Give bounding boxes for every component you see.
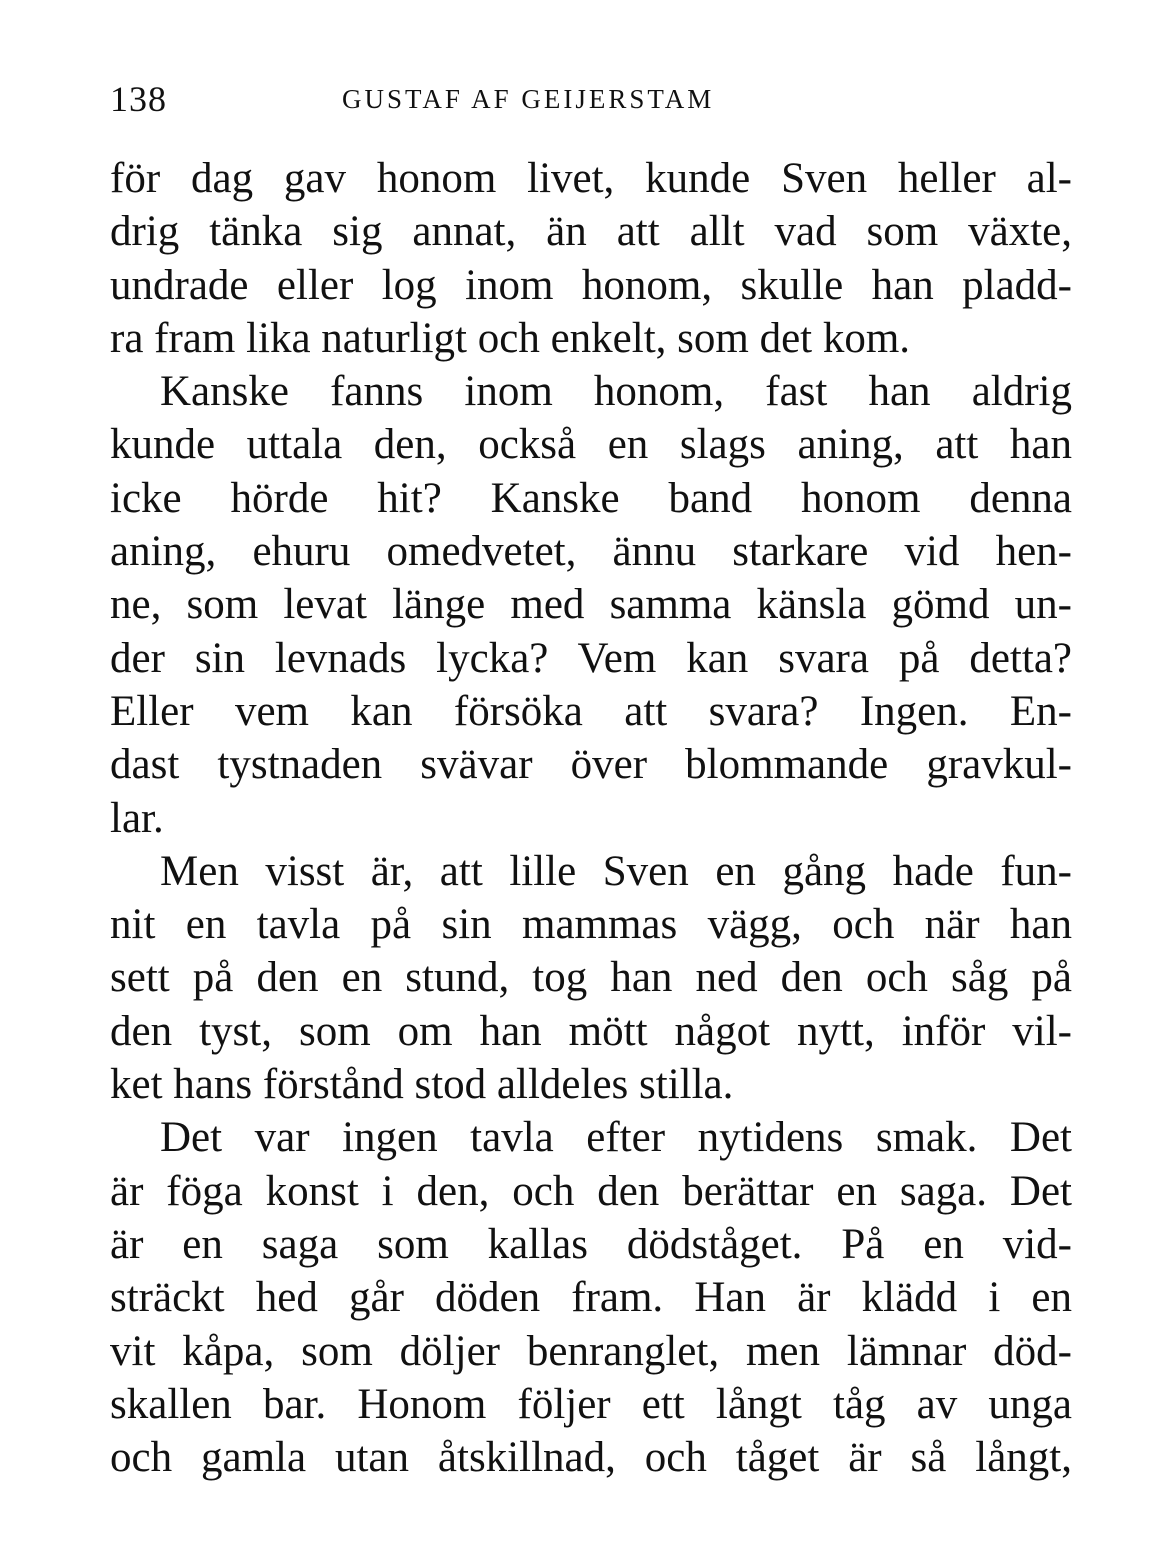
text-line xyxy=(110,472,1072,525)
text-line xyxy=(110,632,1072,685)
text-line-content: sett på den en stund, tog han ned den och såg på xyxy=(110,954,1072,1002)
text-line xyxy=(110,685,1072,738)
text-line-content: der sin levnads lycka? Vem kan svara på detta? xyxy=(110,634,1072,682)
text-line xyxy=(110,1165,1072,1218)
running-header xyxy=(110,78,1072,128)
text-line xyxy=(110,1005,1072,1058)
text-line-content: lar. xyxy=(110,794,164,842)
text-line xyxy=(110,259,1072,312)
text-line-content: skallen bar. Honom följer ett långt tåg av unga xyxy=(110,1380,1072,1428)
text-line-content: ket hans förstånd stod alldeles stilla. xyxy=(110,1061,734,1109)
running-title: GUSTAF AF GEIJERSTAM xyxy=(342,84,715,114)
text-line-content: icke hörde hit? Kanske band honom denna xyxy=(110,474,1072,522)
text-line xyxy=(110,845,1072,898)
text-line-content: ra fram lika naturligt och enkelt, som det kom. xyxy=(110,314,911,362)
text-line xyxy=(110,898,1072,951)
text-line-content: vit kåpa, som döljer benranglet, men lämnar död- xyxy=(110,1327,1072,1375)
text-line-content: dast tystnaden svävar över blommande gravkul- xyxy=(110,741,1072,789)
text-line xyxy=(110,418,1072,471)
text-line xyxy=(110,578,1072,631)
text-line-content: är en saga som kallas dödståget. På en vid- xyxy=(110,1220,1072,1268)
text-line-content: den tyst, som om han mött något nytt, inför vil- xyxy=(110,1007,1072,1055)
text-line xyxy=(110,152,1072,205)
text-line-content: ne, som levat länge med samma känsla gömd un- xyxy=(110,581,1072,629)
text-line xyxy=(110,1378,1072,1431)
text-line xyxy=(110,1431,1072,1484)
text-line-content: kunde uttala den, också en slags aning, att han xyxy=(110,421,1072,469)
text-line xyxy=(110,1271,1072,1324)
text-line xyxy=(110,1218,1072,1271)
text-line-content: drig tänka sig annat, än att allt vad som växte, xyxy=(110,208,1072,256)
text-line-content: Kanske fanns inom honom, fast han aldrig xyxy=(160,368,1072,416)
text-line xyxy=(110,738,1072,791)
text-line xyxy=(110,951,1072,1004)
text-line-content: nit en tavla på sin mammas vägg, och när han xyxy=(110,901,1072,949)
text-line xyxy=(110,792,1072,845)
text-line-content: aning, ehuru omedvetet, ännu starkare vid hen- xyxy=(110,528,1072,576)
text-line xyxy=(110,525,1072,578)
text-line-content: sträckt hed går döden fram. Han är klädd i en xyxy=(110,1274,1072,1322)
text-line-content: för dag gav honom livet, kunde Sven heller al- xyxy=(110,155,1072,202)
text-line xyxy=(110,1111,1072,1164)
text-line xyxy=(110,1325,1072,1378)
text-line xyxy=(110,312,1072,365)
text-line-content: och gamla utan åtskillnad, och tåget är så långt, xyxy=(110,1434,1072,1482)
text-line-content: är föga konst i den, och den berättar en saga. Det xyxy=(110,1167,1072,1215)
text-line-content: undrade eller log inom honom, skulle han pladd- xyxy=(110,261,1072,309)
text-line xyxy=(110,205,1072,258)
text-line-content: Men visst är, att lille Sven en gång hade fun- xyxy=(160,847,1072,895)
text-line-content: Det var ingen tavla efter nytidens smak. Det xyxy=(160,1114,1072,1162)
text-line xyxy=(110,1058,1072,1111)
text-line xyxy=(110,365,1072,418)
text-line-content: Eller vem kan försöka att svara? Ingen. En- xyxy=(110,687,1072,735)
page-number: 138 xyxy=(110,79,167,119)
page-body-text xyxy=(110,152,1072,1484)
